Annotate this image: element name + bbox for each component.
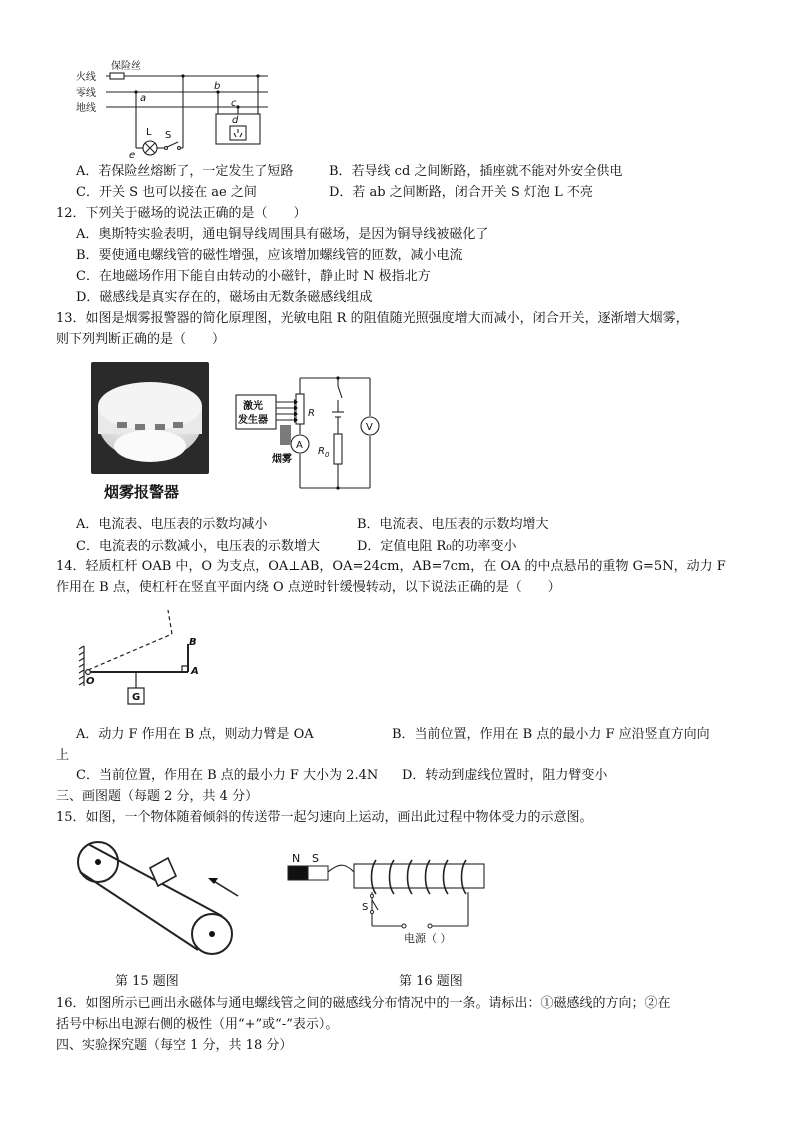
voltmeter-label: V bbox=[366, 422, 373, 433]
magnet-n-label: N bbox=[292, 852, 301, 865]
q14-stem-line1: 14．轻质杠杆 OAB 中，O 为支点，OA⊥AB，OA=24cm，AB=7cm，在 OA 的中点悬吊的重物 G=5N，动力 F bbox=[56, 559, 726, 574]
live-wire-label: 火线 bbox=[76, 72, 96, 83]
smoke-detector-caption: 烟雾报警器 bbox=[104, 483, 180, 501]
point-o-label: O bbox=[86, 676, 95, 687]
smoke-label: 烟雾 bbox=[272, 454, 292, 465]
smoke-detector-photo bbox=[91, 362, 209, 474]
magnet-solenoid-figure bbox=[284, 848, 494, 948]
point-a-label: a bbox=[140, 93, 147, 104]
q13-option-b[interactable]: B．电流表、电压表的示数均增大 bbox=[357, 517, 549, 532]
point-a-label-lever: A bbox=[191, 666, 199, 677]
q15-stem: 15．如图，一个物体随着倾斜的传送带一起匀速向上运动，画出此过程中物体受力的示意图。 bbox=[56, 810, 593, 825]
q14-stem-line2: 作用在 B 点，使杠杆在竖直平面内绕 O 点逆时针缓慢转动，以下说法正确的是（ ） bbox=[56, 580, 561, 595]
q16-stem-line2: 括号中标出电源右侧的极性（用“+”或“-”表示）。 bbox=[56, 1017, 339, 1032]
q11-option-b[interactable]: B．若导线 cd 之间断路，插座就不能对外安全供电 bbox=[329, 164, 623, 179]
generator-label: 发生器 bbox=[238, 415, 268, 426]
q16-figure-caption: 第 16 题图 bbox=[399, 974, 463, 989]
point-d-label: d bbox=[232, 115, 239, 126]
smoke-block bbox=[280, 425, 291, 445]
q13-stem-line1: 13．如图是烟雾报警器的简化原理图，光敏电阻 R 的阻值随光照强度增大而减小，闭合开关，逐渐增大烟雾， bbox=[56, 311, 689, 326]
q14-option-b[interactable]: B．当前位置，作用在 B 点的最小力 F 应沿竖直方向向 bbox=[392, 727, 710, 742]
lamp-label: L bbox=[146, 127, 152, 138]
q11-option-d[interactable]: D．若 ab 之间断路，闭合开关 S 灯泡 L 不亮 bbox=[329, 185, 593, 200]
laser-label: 激光 bbox=[243, 401, 263, 412]
household-circuit-figure bbox=[70, 56, 280, 162]
q13-option-d[interactable]: D．定值电阻 R₀的功率变小 bbox=[357, 539, 517, 554]
smoke-detector-icon bbox=[91, 362, 209, 474]
q15-figure-caption: 第 15 题图 bbox=[115, 974, 179, 989]
magnet-s-label: S bbox=[312, 852, 319, 865]
point-e-label: e bbox=[129, 150, 136, 161]
q11-option-c[interactable]: C．开关 S 也可以接在 ae 之间 bbox=[76, 185, 257, 200]
q12-option-b[interactable]: B．要使通电螺线管的磁性增强，应该增加螺线管的匝数，减小电流 bbox=[76, 248, 463, 263]
resistor-r-label: R bbox=[308, 408, 315, 419]
q16-stem-line1: 16．如图所示已画出永磁体与通电螺线管之间的磁感线分布情况中的一条。请标出：①磁感线的方向；②在 bbox=[56, 996, 671, 1011]
section-3-heading: 三、画图题（每题 2 分，共 4 分） bbox=[56, 789, 259, 804]
switch-s-label: S bbox=[362, 902, 369, 913]
resistor-r0-label: $R_0$ bbox=[318, 446, 330, 459]
q13-option-a[interactable]: A．电流表、电压表的示数均减小 bbox=[76, 517, 268, 532]
weight-g-label: G bbox=[132, 692, 141, 703]
q14-option-d[interactable]: D．转动到虚线位置时，阻力臂变小 bbox=[402, 768, 608, 783]
q14-option-a[interactable]: A．动力 F 作用在 B 点，则动力臂是 OA bbox=[76, 727, 314, 742]
q13-stem-line2: 则下列判断正确的是（ ） bbox=[56, 332, 226, 347]
ammeter-label: A bbox=[296, 440, 303, 451]
power-supply-label: 电源（ ） bbox=[404, 932, 452, 945]
q14-option-c[interactable]: C．当前位置，作用在 B 点的最小力 F 大小为 2.4N bbox=[76, 768, 379, 783]
conveyor-belt-figure bbox=[72, 834, 252, 968]
fuse-label: 保险丝 bbox=[111, 61, 141, 72]
smoke-alarm-circuit-figure bbox=[232, 372, 392, 494]
q14-option-b-cont: 上 bbox=[56, 748, 70, 763]
q13-option-c[interactable]: C．电流表的示数减小，电压表的示数增大 bbox=[76, 539, 320, 554]
q12-option-a[interactable]: A．奥斯特实验表明，通电铜导线周围具有磁场，是因为铜导线被磁化了 bbox=[76, 227, 489, 242]
ground-wire-label: 地线 bbox=[76, 103, 96, 114]
neutral-wire-label: 零线 bbox=[76, 88, 96, 99]
q11-option-a[interactable]: A．若保险丝熔断了，一定发生了短路 bbox=[76, 164, 294, 179]
q12-stem: 12．下列关于磁场的说法正确的是（ ） bbox=[56, 206, 307, 221]
switch-label: S bbox=[165, 130, 172, 141]
q12-option-c[interactable]: C．在地磁场作用下能自由转动的小磁针，静止时 N 极指北方 bbox=[76, 269, 431, 284]
point-b-label-lever: B bbox=[189, 637, 197, 648]
point-c-label: c bbox=[231, 98, 237, 109]
q12-option-d[interactable]: D．磁感线是真实存在的，磁场由无数条磁感线组成 bbox=[76, 290, 373, 305]
lever-figure bbox=[76, 604, 216, 714]
section-4-heading: 四、实验探究题（每空 1 分，共 18 分） bbox=[56, 1038, 293, 1053]
point-b-label: b bbox=[214, 81, 221, 92]
